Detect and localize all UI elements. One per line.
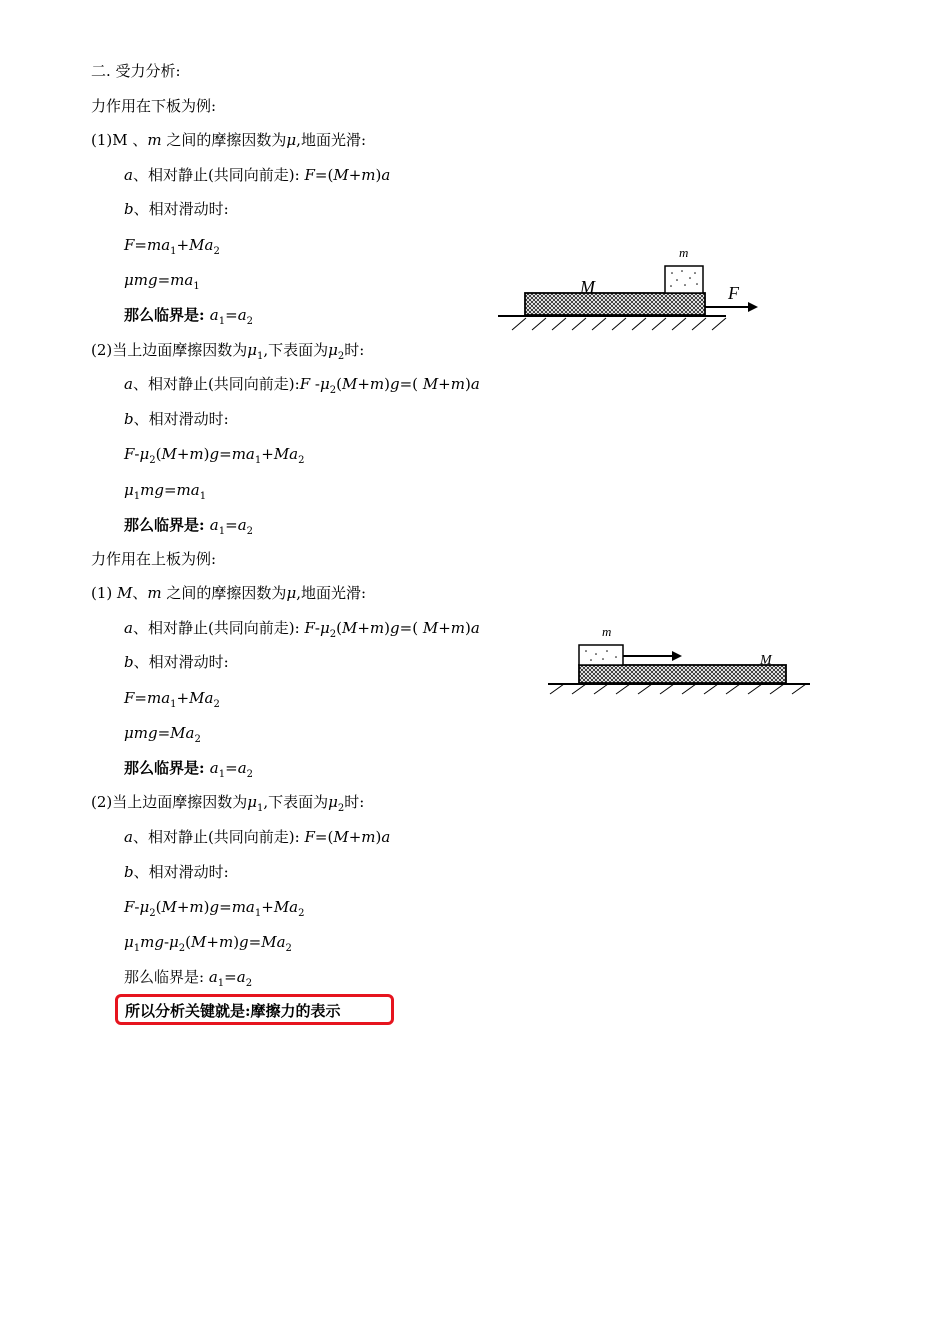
lower-p1-intro: (1)M 、m 之间的摩擦因数为μ,地面光滑: (91, 131, 366, 149)
lower-p2-sliding: b、相对滑动时: (124, 410, 229, 428)
figure-force-on-upper-block (540, 620, 820, 700)
lower-p1-critical: 那么临界是: $a_1=a_2$ (124, 306, 254, 327)
upper-p2-eq1: $F-\mu_2(M+m)g=ma_1+Ma_2$ (124, 898, 305, 919)
upper-p1-static: a、相对静止(共同向前走): $F-\mu_2(M+m)g=$( M+m)a (124, 619, 480, 640)
conclusion-text: 所以分析关键就是:摩擦力的表示 (125, 1002, 341, 1020)
lower-p2-static: a、相对静止(共同向前走):F $-\mu_2(M+m)g=$( M+m)a (124, 375, 480, 396)
block-m (665, 266, 703, 293)
upper-p1-sliding: b、相对滑动时: (124, 653, 229, 671)
label-M: M (580, 277, 595, 297)
lower-p1-eq1: $F=ma_1+Ma_2$ (124, 236, 220, 257)
lower-p2-eq1: $F-\mu_2(M+m)g=ma_1+Ma_2$ (124, 445, 305, 466)
upper-p2-intro: (2)当上边面摩擦因数为$\mu_1$,下表面为$\mu_2$时: (91, 793, 365, 814)
figure-force-on-lower-board (490, 240, 770, 340)
label-F: F (728, 283, 739, 303)
board-M (525, 293, 705, 315)
lower-p1-sliding: b、相对滑动时: (124, 200, 229, 218)
ground-hatch (512, 318, 726, 330)
block-m (579, 645, 623, 665)
lower-p1-eq2: $\mu mg=ma_1$ (124, 271, 200, 292)
board-M (579, 665, 786, 683)
label-m: m (679, 245, 689, 260)
upper-p1-critical: 那么临界是: $a_1=a_2$ (124, 759, 254, 780)
lower-p1-static: a、相对静止(共同向前走): F=(M+m)a (124, 166, 391, 184)
lower-case-title: 力作用在下板为例: (91, 97, 217, 115)
upper-p2-eq2: $\mu_1mg-\mu_2(M+m)g=Ma_2$ (124, 933, 292, 954)
label-M: M (760, 653, 772, 668)
force-arrowhead (672, 651, 682, 661)
upper-p1-eq1: $F=ma_1+Ma_2$ (124, 689, 220, 710)
upper-p1-eq2: $\mu mg=Ma_2$ (124, 724, 201, 745)
ground-hatch (550, 684, 806, 694)
lower-p2-critical: 那么临界是: $a_1=a_2$ (124, 516, 254, 537)
lower-p2-eq2: $\mu_1mg=ma_1$ (124, 481, 207, 502)
upper-p2-critical: 那么临界是: $a_1=a_2$ (124, 968, 253, 989)
label-m: m (602, 624, 612, 639)
upper-p1-intro: (1) M、m 之间的摩擦因数为μ,地面光滑: (91, 584, 367, 602)
upper-case-title: 力作用在上板为例: (91, 550, 217, 568)
upper-p2-static: a、相对静止(共同向前走): F=(M+m)a (124, 828, 391, 846)
force-arrowhead (748, 302, 758, 312)
section-heading: 二. 受力分析: (91, 62, 181, 80)
upper-p2-sliding: b、相对滑动时: (124, 863, 229, 881)
lower-p2-intro: (2)当上边面摩擦因数为$\mu_1$,下表面为$\mu_2$时: (91, 341, 365, 362)
